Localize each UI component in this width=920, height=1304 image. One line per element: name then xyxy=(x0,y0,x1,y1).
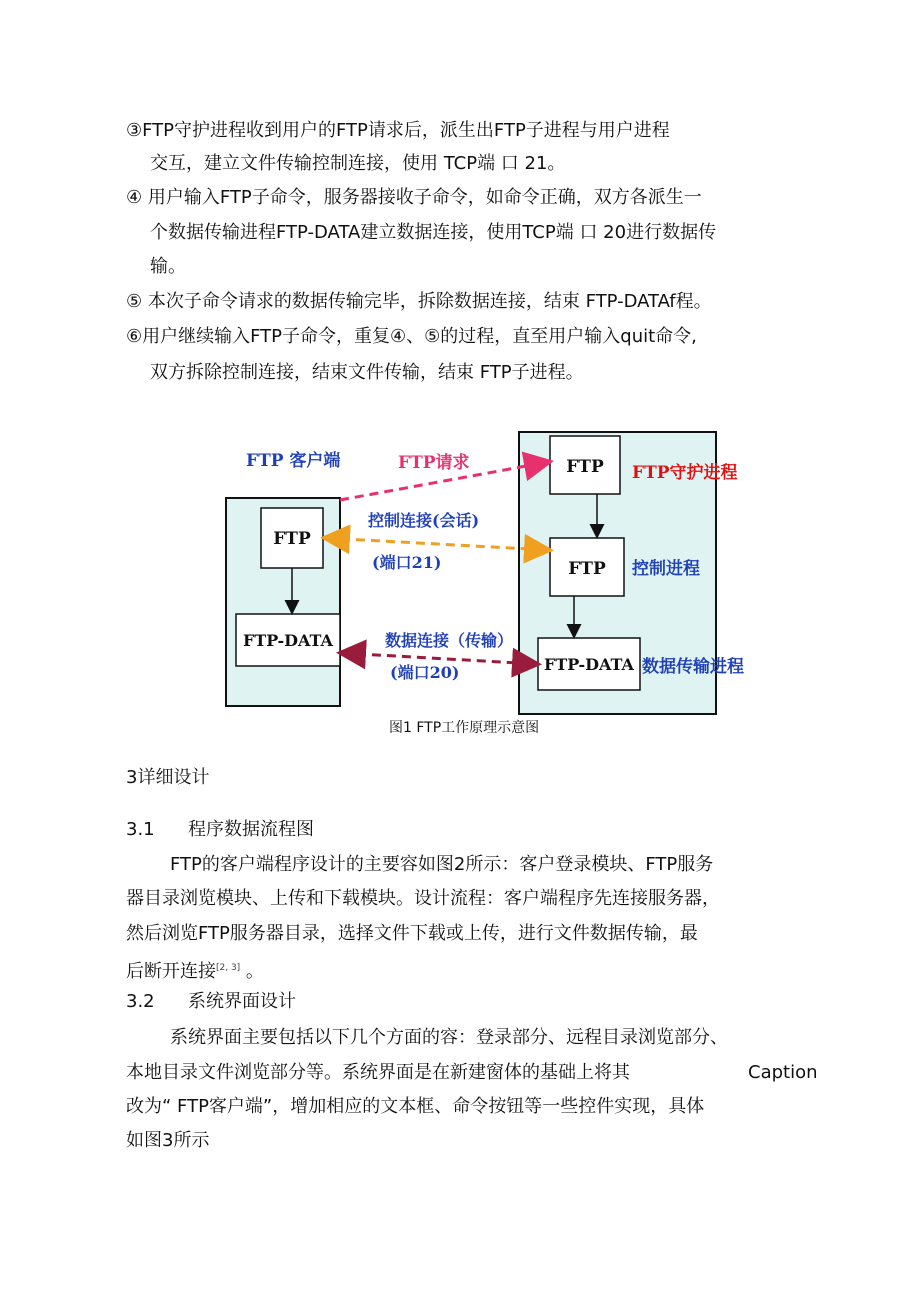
s32-paragraph-line-2a: 本地目录文件浏览部分等。系统界面是在新建窗体的基础上将其 xyxy=(126,1062,630,1083)
section-3-heading: 3详细设计 xyxy=(126,767,210,788)
s31-paragraph-line-4 xyxy=(126,956,264,984)
s32-paragraph-line-3: 改为“ FTP客户端”，增加相应的文本框、命令按钮等一些控件实现，具体 xyxy=(126,1096,705,1117)
step-3-line-1: ③FTP守护进程收到用户的FTP请求后，派生出FTP子进程与用户进程 xyxy=(126,120,670,141)
client-title: FTP 客户端 xyxy=(246,451,341,471)
s31-line-4-end: 。 xyxy=(240,961,264,982)
s32-paragraph-line-2b: Caption xyxy=(748,1062,818,1083)
data-process-label: 数据传输进程 xyxy=(642,657,744,677)
data-port-label: (端口20) xyxy=(390,663,460,682)
daemon-label: FTP守护进程 xyxy=(632,463,738,483)
step-4-line-2: 个数据传输进程FTP-DATA建立数据连接，使用TCP端 口 20进行数据传 xyxy=(150,222,717,243)
control-connection-arrow xyxy=(326,538,548,550)
step-3-line-2: 交互，建立文件传输控制连接，使用 TCP端 口 21。 xyxy=(150,153,566,174)
step-6-line-1: ⑥用户继续输入FTP子命令，重复④、⑤的过程，直至用户输入quit命令, xyxy=(126,326,697,347)
s31-line-4-text: 后断开连接 xyxy=(126,961,216,982)
data-conn-label: 数据连接（传输） xyxy=(385,631,514,650)
step-6-line-2: 双方拆除控制连接，结束文件传输，结束 FTP子进程。 xyxy=(150,362,584,383)
step-4-line-3: 输。 xyxy=(150,256,186,277)
section-3-2-number: 3.2 xyxy=(126,991,155,1012)
section-3-1-title: 程序数据流程图 xyxy=(188,819,314,840)
citation-ref: [2, 3] xyxy=(216,963,241,973)
control-conn-label: 控制连接(会话) xyxy=(368,511,480,530)
server-data-text: FTP-DATA xyxy=(544,655,634,674)
s31-paragraph-line-2: 器目录浏览模块、上传和下载模块。设计流程：客户端程序先连接服务器， xyxy=(126,888,720,909)
control-port-label: (端口21) xyxy=(372,553,442,572)
section-3-1-heading xyxy=(126,818,314,842)
ftp-principle-diagram xyxy=(222,428,744,720)
section-3-2-heading xyxy=(126,990,296,1014)
step-5-line-1: ⑤ 本次子命令请求的数据传输完毕，拆除数据连接，结束 FTP-DATAf程。 xyxy=(126,291,712,312)
section-3-2-title: 系统界面设计 xyxy=(188,991,296,1012)
step-4-line-1: ④ 用户输入FTP子命令，服务器接收子命令，如命令正确，双方各派生一 xyxy=(126,187,702,208)
server-ftp-text-1: FTP xyxy=(566,457,604,477)
control-process-label: 控制进程 xyxy=(632,559,700,579)
s32-paragraph-line-1: 系统界面主要包括以下几个方面的容：登录部分、远程目录浏览部分、 xyxy=(170,1027,728,1048)
figure-caption: 图1 FTP工作原理示意图 xyxy=(389,720,540,736)
s31-paragraph-line-1: FTP的客户端程序设计的主要容如图2所示：客户登录模块、FTP服务 xyxy=(170,854,714,875)
client-data-text: FTP-DATA xyxy=(243,631,333,650)
request-label: FTP请求 xyxy=(398,453,470,473)
server-ftp-text-2: FTP xyxy=(568,559,606,579)
section-3-1-number: 3.1 xyxy=(126,819,155,840)
s32-paragraph-line-4: 如图3所示 xyxy=(126,1130,210,1151)
client-ftp-text: FTP xyxy=(273,529,311,549)
s31-paragraph-line-3: 然后浏览FTP服务器目录，选择文件下载或上传，进行文件数据传输，最 xyxy=(126,923,698,944)
